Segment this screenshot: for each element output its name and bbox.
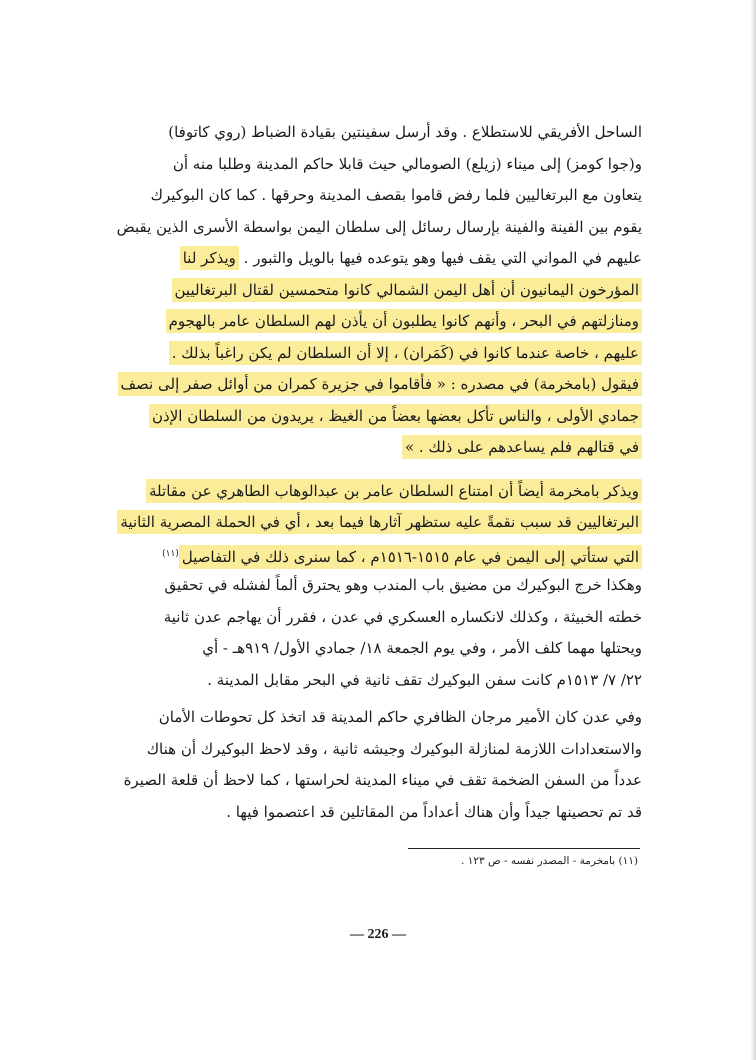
highlighted-line <box>112 507 642 539</box>
footnote-marker: (١١) <box>162 548 179 559</box>
highlighted-text: البرتغاليين قد سبب نقمةً عليه ستظهر آثارها فيما بعد ، أي في الحملة المصرية الثانية <box>117 510 642 534</box>
highlighted-line <box>112 338 642 370</box>
paragraph-2 <box>112 476 642 571</box>
text-line: الساحل الأفريقي للاستطلاع . وقد أرسل سفينتين بقيادة الضباط (روي كاتوفا) <box>168 123 642 141</box>
highlighted-text: فيقول (بامخرمة) في مصدره : « فأقاموا في جزيرة كمران من أوائل صفر إلى نصف <box>118 372 642 396</box>
highlighted-line <box>112 369 642 401</box>
text-line: و(جوا كومز) إلى ميناء (زيلع) الصومالي حيث قابلا حاكم المدينة وطلبا منه أن <box>172 154 642 173</box>
text-line: عدداً من السفن الضخمة تقف في ميناء المدينة لحراستها ، كما لاحظ أن قلعة الصيرة <box>123 771 642 789</box>
page-number: — 226 — <box>350 927 406 942</box>
paragraph-gap <box>112 464 642 476</box>
text-line: يقوم بين الفينة والفينة بإرسال رسائل إلى سلطان اليمن بواسطة الأسرى الذين يقبض <box>116 217 642 236</box>
highlighted-text: المؤرخون اليمانيون أن أهل اليمن الشمالي كانوا متحمسين لقتال البرتغاليين <box>172 278 643 302</box>
text-line: يتعاون مع البرتغاليين فلما رفض قاموا بقصف المدينة وحرقها . كما كان البوكيرك <box>150 186 642 204</box>
highlighted-text: عليهم ، خاصة عندما كانوا في (كَمَران) ، إلا أن السلطان لم يكن راغباً بذلك . <box>169 341 642 365</box>
text-line <box>112 243 642 275</box>
text-line: ويحتلها مهما كلف الأمر ، وفي يوم الجمعة ١٨/ جمادي الأول/ ٩١٩هـ - أي <box>202 639 642 657</box>
text-fragment: عليهم في المواني التي يقف فيها وهو يتوعده فيها بالويل والثبور . <box>243 249 642 267</box>
highlighted-text: ومنازلتهم في البحر ، وأنهم كانوا يطلبون أن يأذن لهم السلطان عامر بالهجوم <box>166 309 642 333</box>
highlighted-line <box>112 539 642 571</box>
highlighted-line <box>112 275 642 307</box>
highlighted-text: في قتالهم فلم يساعدهم على ذلك . » <box>402 435 642 459</box>
text-line: ٢٢/ ٧/ ١٥١٣م كانت سفن البوكيرك تقف ثانية في البحر مقابل المدينة . <box>207 670 642 689</box>
text-line: قد تم تحصينها جيداً وأن هناك أعداداً من المقاتلين قد اعتصموا فيها . <box>226 802 642 821</box>
highlighted-text: ويذكر لنا <box>180 246 239 270</box>
footnote-divider <box>408 848 640 849</box>
paragraph-3 <box>112 570 642 696</box>
text-line: وهكذا خرج البوكيرك من مضيق باب المندب وهو يحترق ألماً لفشله في تحقيق <box>164 576 642 594</box>
highlighted-line <box>112 306 642 338</box>
paragraph-4 <box>112 702 642 828</box>
footnote: (١١) بامخرمة - المصدر نفسه - ص ١٢٣ . <box>461 855 638 867</box>
text-line: خطته الخبيثة ، وكذلك لانكساره العسكري في عدن ، فقرر أن يهاجم عدن ثانية <box>163 607 642 626</box>
highlighted-text: ويذكر بامخرمة أيضاً أن امتناع السلطان عامر بن عبدالوهاب الطاهري عن مقاتلة <box>146 479 642 503</box>
highlighted-text: التي ستأتي إلى اليمن في عام ١٥١٥-١٥١٦م ، كما سنرى ذلك في التفاصيل <box>179 545 642 569</box>
body-text <box>112 117 642 828</box>
text-line: والاستعدادات اللازمة لمنازلة البوكيرك وجيشه ثانية ، وقد لاحظ البوكيرك أن هناك <box>146 739 642 758</box>
highlighted-text: جمادي الأولى ، والناس تأكل بعضها بعضاً من الغيظ ، يريدون من السلطان الإذن <box>149 404 642 428</box>
highlighted-line <box>112 476 642 508</box>
page-edge-shadow <box>750 0 756 1060</box>
highlighted-line <box>112 401 642 433</box>
highlighted-line <box>112 432 642 464</box>
paragraph-1 <box>112 117 642 464</box>
text-line: وفي عدن كان الأمير مرجان الظافري حاكم المدينة قد اتخذ كل تحوطات الأمان <box>158 708 642 726</box>
